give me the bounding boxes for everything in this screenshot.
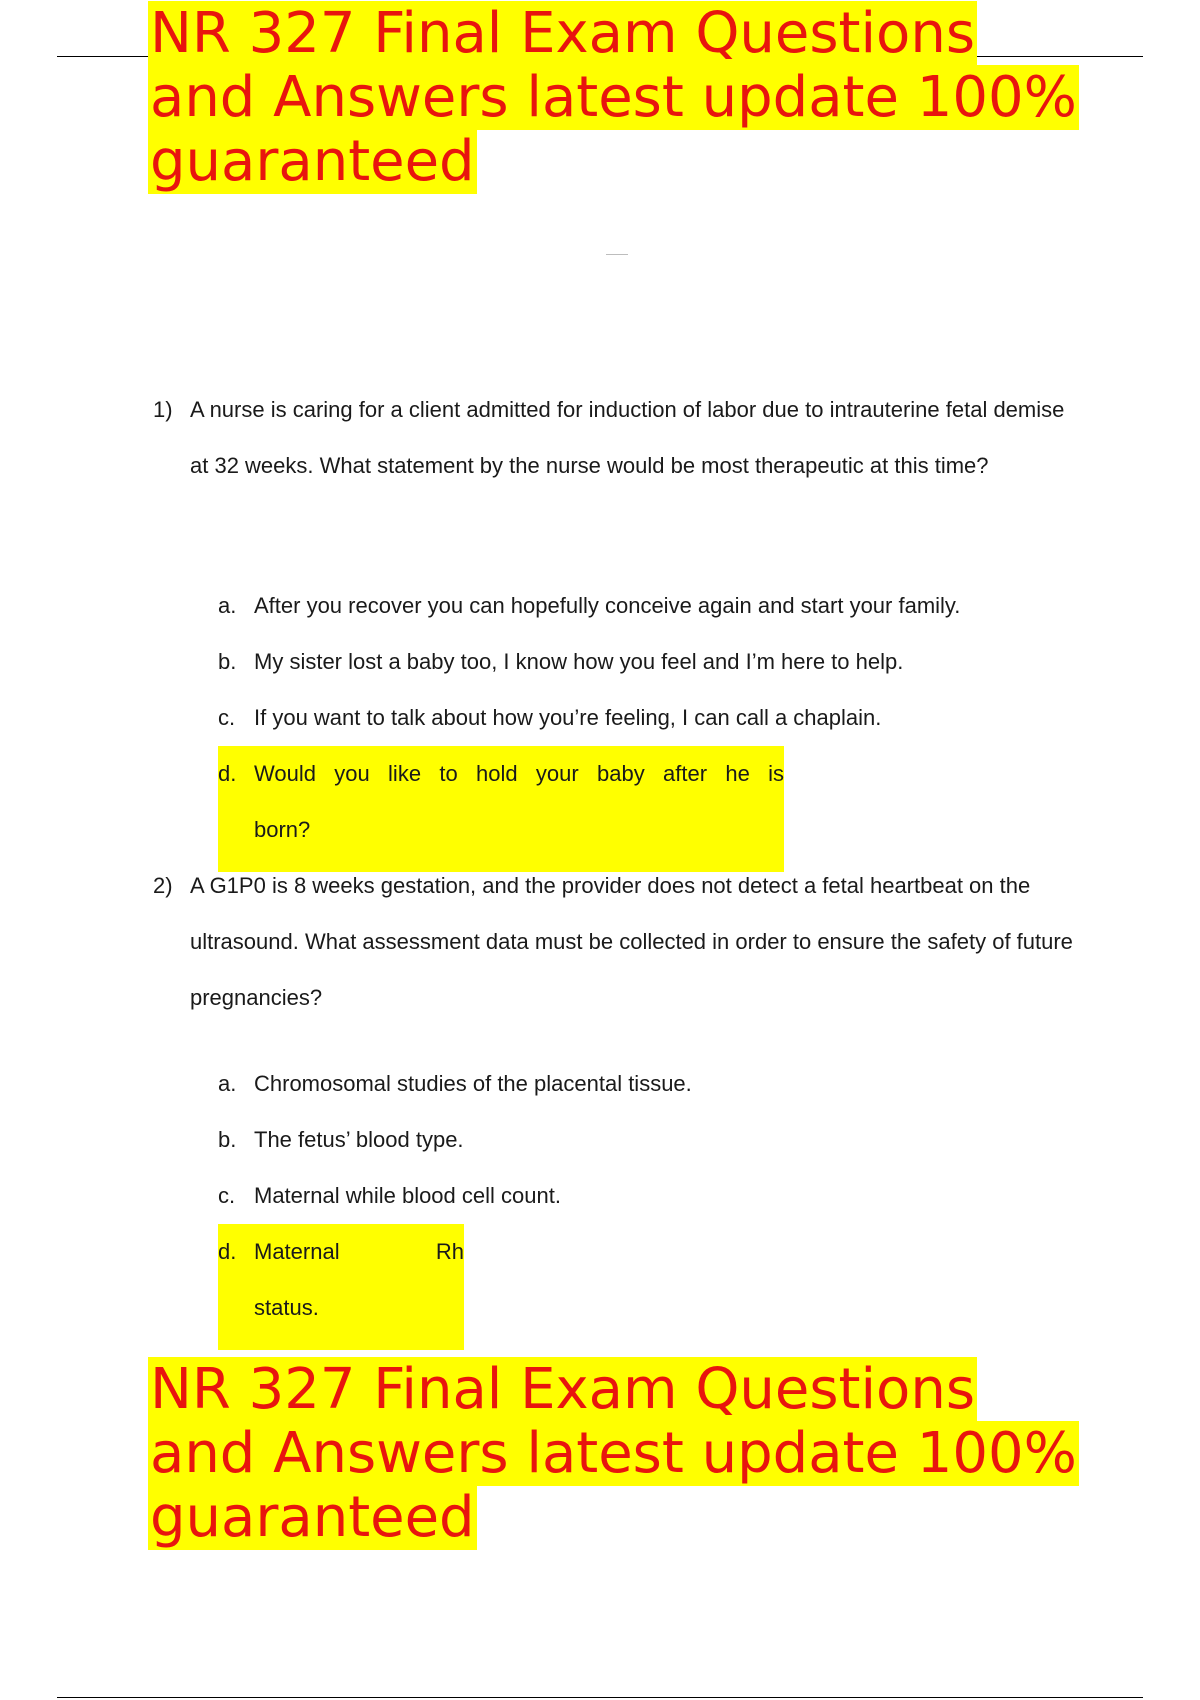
option-text: Maternal while blood cell count. bbox=[254, 1183, 561, 1208]
question-1 bbox=[153, 382, 1083, 494]
option-text-line-2: status. bbox=[254, 1295, 319, 1320]
option-letter: d. bbox=[218, 1239, 237, 1264]
decorative-dash bbox=[606, 254, 628, 255]
option-d-correct-answer bbox=[218, 746, 784, 872]
option-text: If you want to talk about how you’re feeling, I can call a chaplain. bbox=[254, 705, 882, 730]
option-letter: c. bbox=[218, 705, 236, 730]
option-c bbox=[218, 1168, 1118, 1224]
option-a bbox=[218, 1056, 1118, 1112]
option-text-line-2: born? bbox=[254, 817, 311, 842]
option-text-line-1: Would you like to hold your baby after he is bbox=[254, 761, 784, 786]
question-stem: A G1P0 is 8 weeks gestation, and the provider does not detect a fetal heartbeat on the ultrasound. What assessment data must be collected in order to ensure the safety of future pregnancies? bbox=[190, 873, 1073, 1010]
option-letter: b. bbox=[218, 649, 237, 674]
watermark-title-text: NR 327 Final Exam Questions and Answers latest update 100% guaranteed bbox=[150, 1, 1077, 194]
watermark-title-text: NR 327 Final Exam Questions and Answers latest update 100% guaranteed bbox=[150, 1357, 1077, 1550]
option-c bbox=[218, 690, 1118, 746]
watermark-title-top bbox=[148, 2, 1078, 194]
question-stem: A nurse is caring for a client admitted for induction of labor due to intrauterine fetal demise at 32 weeks. What statement by the nurse would be most therapeutic at this time? bbox=[190, 397, 1065, 478]
option-text: After you recover you can hopefully conceive again and start your family. bbox=[254, 593, 961, 618]
option-a bbox=[218, 578, 1118, 634]
watermark-title-bottom bbox=[148, 1358, 1078, 1550]
option-letter: d. bbox=[218, 761, 237, 786]
option-letter: c. bbox=[218, 1183, 236, 1208]
option-b bbox=[218, 1112, 1118, 1168]
option-d-correct-answer bbox=[218, 1224, 464, 1350]
option-text-word-2: Rh bbox=[435, 1239, 464, 1264]
option-letter: a. bbox=[218, 593, 237, 618]
option-text: The fetus’ blood type. bbox=[254, 1127, 464, 1152]
question-number: 2) bbox=[153, 873, 173, 898]
question-2 bbox=[153, 858, 1083, 1026]
option-b bbox=[218, 634, 1118, 690]
option-text: My sister lost a baby too, I know how you feel and I’m here to help. bbox=[254, 649, 904, 674]
option-letter: b. bbox=[218, 1127, 237, 1152]
option-text-line-1 bbox=[254, 1224, 464, 1280]
option-text-word-1: Maternal bbox=[254, 1239, 340, 1264]
option-text: Chromosomal studies of the placental tissue. bbox=[254, 1071, 692, 1096]
question-number: 1) bbox=[153, 397, 173, 422]
question-1-options bbox=[218, 578, 1118, 872]
option-letter: a. bbox=[218, 1071, 237, 1096]
question-2-options bbox=[218, 1056, 1118, 1350]
footer-rule bbox=[57, 1697, 1143, 1698]
